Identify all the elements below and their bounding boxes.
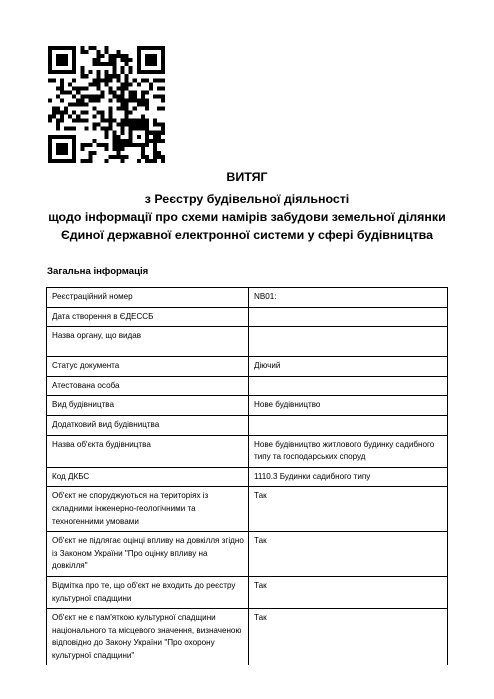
table-row: [47, 532, 448, 577]
table-row: [47, 357, 448, 377]
row-value: Нове будівництво: [249, 396, 448, 416]
row-label: Код ДКБС: [47, 467, 249, 487]
row-value: [249, 307, 448, 327]
document-title: ВИТЯГ: [226, 170, 268, 184]
row-label: Назва органу, що видав: [47, 327, 249, 357]
row-value: [249, 376, 448, 396]
table-row: [47, 376, 448, 396]
document-subtitle-scheme: щодо інформації про схеми намірів забудови земельної ділянки: [48, 210, 446, 224]
row-label: Статус документа: [47, 357, 249, 377]
section-title-general: Загальна інформація: [47, 266, 149, 277]
row-value: Нове будівництво житлового будинку садибного типу та господарських споруд: [249, 435, 448, 467]
table-row: [47, 435, 448, 467]
row-value: [249, 415, 448, 435]
row-value: 1110.3 Будинки садибного типу: [249, 467, 448, 487]
table-row: [47, 576, 448, 608]
row-label: Реєстраційний номер: [47, 288, 249, 308]
table-row: [47, 609, 448, 666]
row-value: Так: [249, 576, 448, 608]
row-value: Так: [249, 609, 448, 666]
table-row: [47, 467, 448, 487]
table-row: [47, 307, 448, 327]
table-row: [47, 487, 448, 532]
row-label: Додатковий вид будівництва: [47, 415, 249, 435]
row-value: Так: [249, 532, 448, 577]
general-info-table: [46, 287, 448, 665]
qr-code: [48, 46, 165, 163]
table-row: [47, 396, 448, 416]
row-value: NB01:: [249, 288, 448, 308]
document-subtitle-system: Єдиної державної електронної системи у сфері будівництва: [60, 228, 434, 242]
row-label: Атестована особа: [47, 376, 249, 396]
table-row: [47, 415, 448, 435]
document-subtitle-registry: з Реєстру будівельної діяльності: [144, 192, 350, 206]
row-label: Вид будівництва: [47, 396, 249, 416]
table-row: [47, 288, 448, 308]
row-label: Відмітка про те, що об'єкт не входить до реєстру культурної спадщини: [47, 576, 249, 608]
row-label: Об'єкт не споруджуються на територіях із складними інженерно-геологічними та техногенними умовами: [47, 487, 249, 532]
table-row: [47, 327, 448, 357]
row-label: Назва об'єкта будівництва: [47, 435, 249, 467]
row-value: Так: [249, 487, 448, 532]
row-label: Об'єкт не є пам'яткою культурної спадщини національного та місцевого значення, визначеною відповідно до Закону України "Про охорону культурної спадщини": [47, 609, 249, 666]
row-label: Дата створення в ЄДЕССБ: [47, 307, 249, 327]
row-label: Об'єкт не підлягає оцінці впливу на довкілля згідно із Законом України "Про оцінку впливу на довкілля": [47, 532, 249, 577]
row-value: Діючий: [249, 357, 448, 377]
row-value: [249, 327, 448, 357]
